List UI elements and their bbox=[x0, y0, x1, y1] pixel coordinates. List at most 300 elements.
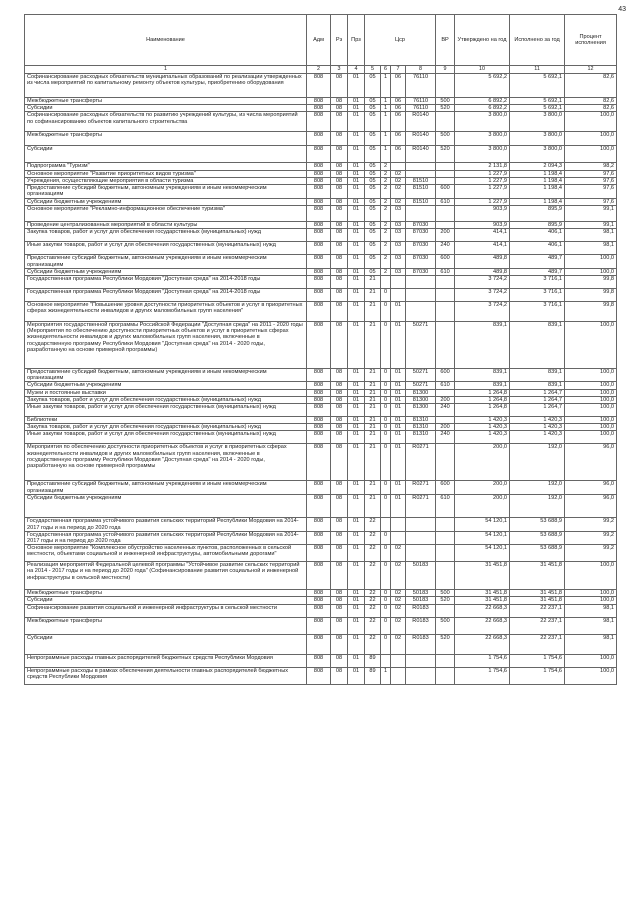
row-name-cell: Государственная программа устойчивого развития сельских территорий Республики Мордовия на 2014-2017 годы и на период до 2020 года bbox=[25, 531, 307, 544]
row-vr-cell bbox=[436, 444, 455, 481]
row-executed-cell: 3 800,0 bbox=[510, 112, 565, 132]
row-csr-event-cell: 01 bbox=[391, 322, 406, 369]
row-vr-cell bbox=[436, 654, 455, 667]
row-percent-cell: 100,0 bbox=[565, 369, 617, 382]
row-csr-subprogram-cell: 0 bbox=[381, 322, 391, 369]
row-name-cell: Основное мероприятие "Развитие приоритетных видов туризма" bbox=[25, 170, 307, 177]
row-percent-cell: 100,0 bbox=[565, 146, 617, 163]
row-csr-subprogram-cell: 2 bbox=[381, 163, 391, 170]
row-name-cell: Основное мероприятие "Комплексное обустройство населенных пунктов, расположенных в сельской местности, объектами социальной и инженерной инфраструктуры, автомобильными дорогами" bbox=[25, 545, 307, 562]
row-percent-cell: 100,0 bbox=[565, 132, 617, 146]
row-approved-cell: 1 227,9 bbox=[455, 170, 510, 177]
row-vr-cell bbox=[436, 531, 455, 544]
table-row bbox=[25, 222, 617, 229]
row-percent-cell: 99,2 bbox=[565, 531, 617, 544]
row-adm-cell: 808 bbox=[307, 481, 331, 495]
row-vr-cell bbox=[436, 545, 455, 562]
row-csr-subprogram-cell bbox=[381, 518, 391, 531]
row-vr-cell bbox=[436, 289, 455, 302]
row-prz-cell: 01 bbox=[348, 667, 365, 684]
row-csr-event-cell: 01 bbox=[391, 302, 406, 322]
row-vr-cell bbox=[436, 276, 455, 289]
row-csr-event-cell: 06 bbox=[391, 146, 406, 163]
row-csr-program-cell: 05 bbox=[365, 132, 381, 146]
row-adm-cell: 808 bbox=[307, 495, 331, 518]
row-csr-direction-cell bbox=[406, 531, 436, 544]
row-executed-cell: 53 688,9 bbox=[510, 531, 565, 544]
table-row bbox=[25, 369, 617, 382]
row-name-cell: Государственная программа Республики Мордовия "Доступная среда" на 2014-2018 годы bbox=[25, 289, 307, 302]
row-rz-cell: 08 bbox=[331, 132, 348, 146]
row-name-cell: Государственная программа Республики Мордовия "Доступная среда" на 2014-2018 годы bbox=[25, 276, 307, 289]
row-percent-cell: 98,1 bbox=[565, 229, 617, 242]
row-adm-cell: 808 bbox=[307, 163, 331, 170]
table-row bbox=[25, 255, 617, 268]
row-vr-cell: 600 bbox=[436, 255, 455, 268]
row-csr-subprogram-cell: 1 bbox=[381, 105, 391, 112]
row-percent-cell: 100,0 bbox=[565, 417, 617, 424]
row-csr-event-cell: 01 bbox=[391, 382, 406, 389]
row-rz-cell: 08 bbox=[331, 268, 348, 275]
row-approved-cell: 31 451,8 bbox=[455, 590, 510, 597]
row-approved-cell: 6 892,2 bbox=[455, 98, 510, 105]
row-csr-program-cell: 22 bbox=[365, 634, 381, 654]
header-csr: Цср bbox=[365, 15, 436, 66]
table-row bbox=[25, 132, 617, 146]
row-name-cell: Предоставление субсидий бюджетным, автономным учреждениям и иным некоммерческим организациям bbox=[25, 185, 307, 199]
row-prz-cell: 01 bbox=[348, 382, 365, 389]
row-prz-cell: 01 bbox=[348, 112, 365, 132]
row-name-cell: Иные закупки товаров, работ и услуг для обеспечения государственных (муниципальных) нужд bbox=[25, 431, 307, 444]
row-approved-cell: 839,1 bbox=[455, 322, 510, 369]
row-vr-cell: 520 bbox=[436, 597, 455, 604]
row-adm-cell: 808 bbox=[307, 518, 331, 531]
row-csr-direction-cell bbox=[406, 289, 436, 302]
row-csr-subprogram-cell: 0 bbox=[381, 545, 391, 562]
row-executed-cell: 1 264,7 bbox=[510, 396, 565, 403]
row-rz-cell: 08 bbox=[331, 518, 348, 531]
row-rz-cell: 08 bbox=[331, 163, 348, 170]
row-csr-program-cell: 21 bbox=[365, 404, 381, 417]
row-adm-cell: 808 bbox=[307, 617, 331, 634]
row-csr-event-cell: 01 bbox=[391, 389, 406, 396]
row-csr-event-cell: 06 bbox=[391, 98, 406, 105]
row-csr-direction-cell: 81310 bbox=[406, 417, 436, 424]
row-csr-program-cell: 21 bbox=[365, 389, 381, 396]
row-csr-program-cell: 05 bbox=[365, 242, 381, 255]
row-name-cell: Иные закупки товаров, работ и услуг для обеспечения государственных (муниципальных) нужд bbox=[25, 242, 307, 255]
row-csr-subprogram-cell: 0 bbox=[381, 389, 391, 396]
row-csr-subprogram-cell: 0 bbox=[381, 404, 391, 417]
row-csr-program-cell: 05 bbox=[365, 199, 381, 206]
row-csr-subprogram-cell: 1 bbox=[381, 146, 391, 163]
row-adm-cell: 808 bbox=[307, 545, 331, 562]
row-percent-cell: 100,0 bbox=[565, 562, 617, 590]
row-approved-cell: 31 451,8 bbox=[455, 562, 510, 590]
row-approved-cell: 1 754,6 bbox=[455, 654, 510, 667]
row-prz-cell: 01 bbox=[348, 132, 365, 146]
row-approved-cell: 3 800,0 bbox=[455, 132, 510, 146]
row-prz-cell: 01 bbox=[348, 302, 365, 322]
row-csr-subprogram-cell: 0 bbox=[381, 604, 391, 617]
row-percent-cell: 100,0 bbox=[565, 597, 617, 604]
table-row bbox=[25, 604, 617, 617]
row-executed-cell: 1 420,3 bbox=[510, 417, 565, 424]
row-percent-cell: 99,2 bbox=[565, 545, 617, 562]
row-adm-cell: 808 bbox=[307, 289, 331, 302]
row-csr-subprogram-cell: 0 bbox=[381, 590, 391, 597]
row-csr-event-cell: 02 bbox=[391, 617, 406, 634]
row-prz-cell: 01 bbox=[348, 146, 365, 163]
row-vr-cell: 240 bbox=[436, 431, 455, 444]
table-row bbox=[25, 206, 617, 222]
row-approved-cell: 54 120,1 bbox=[455, 531, 510, 544]
table-row bbox=[25, 417, 617, 424]
row-percent-cell: 100,0 bbox=[565, 404, 617, 417]
row-adm-cell: 808 bbox=[307, 417, 331, 424]
table-row bbox=[25, 590, 617, 597]
row-csr-direction-cell: 50183 bbox=[406, 562, 436, 590]
row-percent-cell: 100,0 bbox=[565, 396, 617, 403]
row-adm-cell: 808 bbox=[307, 146, 331, 163]
row-adm-cell: 808 bbox=[307, 431, 331, 444]
row-adm-cell: 808 bbox=[307, 404, 331, 417]
row-csr-subprogram-cell: 0 bbox=[381, 424, 391, 431]
table-row bbox=[25, 276, 617, 289]
row-executed-cell: 2 094,3 bbox=[510, 163, 565, 170]
row-csr-program-cell: 05 bbox=[365, 185, 381, 199]
row-percent-cell: 97,6 bbox=[565, 170, 617, 177]
row-approved-cell: 1 754,6 bbox=[455, 667, 510, 684]
row-vr-cell: 240 bbox=[436, 404, 455, 417]
row-csr-subprogram-cell: 0 bbox=[381, 431, 391, 444]
table-row bbox=[25, 382, 617, 389]
row-name-cell: Межбюджетные трансферты bbox=[25, 132, 307, 146]
column-number: 5 bbox=[365, 66, 381, 74]
row-csr-direction-cell: 76110 bbox=[406, 74, 436, 98]
row-prz-cell: 01 bbox=[348, 481, 365, 495]
row-approved-cell: 22 668,3 bbox=[455, 634, 510, 654]
row-name-cell: Непрограммные расходы главных распорядителей бюджетных средств Республики Мордовия bbox=[25, 654, 307, 667]
row-name-cell: Музеи и постоянные выставки bbox=[25, 389, 307, 396]
row-rz-cell: 08 bbox=[331, 74, 348, 98]
row-vr-cell bbox=[436, 163, 455, 170]
row-percent-cell: 100,0 bbox=[565, 389, 617, 396]
row-percent-cell: 100,0 bbox=[565, 322, 617, 369]
row-csr-subprogram-cell: 0 bbox=[381, 531, 391, 544]
row-adm-cell: 808 bbox=[307, 597, 331, 604]
row-vr-cell: 610 bbox=[436, 382, 455, 389]
column-number: 8 bbox=[406, 66, 436, 74]
row-approved-cell: 3 724,2 bbox=[455, 276, 510, 289]
row-prz-cell: 01 bbox=[348, 222, 365, 229]
row-executed-cell: 5 692,1 bbox=[510, 105, 565, 112]
table-row bbox=[25, 229, 617, 242]
column-number: 9 bbox=[436, 66, 455, 74]
row-executed-cell: 1 420,3 bbox=[510, 431, 565, 444]
row-csr-event-cell: 02 bbox=[391, 545, 406, 562]
row-prz-cell: 01 bbox=[348, 597, 365, 604]
row-vr-cell: 600 bbox=[436, 185, 455, 199]
row-executed-cell: 1 264,7 bbox=[510, 389, 565, 396]
row-vr-cell: 240 bbox=[436, 242, 455, 255]
table-row bbox=[25, 74, 617, 98]
row-percent-cell: 100,0 bbox=[565, 112, 617, 132]
row-adm-cell: 808 bbox=[307, 562, 331, 590]
row-name-cell: Непрограммные расходы в рамках обеспечения деятельности главных распорядителей бюджетных средств Республики Мордовия bbox=[25, 667, 307, 684]
row-percent-cell: 82,6 bbox=[565, 105, 617, 112]
row-vr-cell bbox=[436, 74, 455, 98]
row-vr-cell bbox=[436, 206, 455, 222]
row-csr-direction-cell: 50271 bbox=[406, 369, 436, 382]
row-csr-subprogram-cell: 2 bbox=[381, 199, 391, 206]
row-prz-cell: 01 bbox=[348, 518, 365, 531]
row-csr-event-cell: 06 bbox=[391, 112, 406, 132]
table-row bbox=[25, 531, 617, 544]
row-approved-cell: 3 800,0 bbox=[455, 146, 510, 163]
row-executed-cell: 895,9 bbox=[510, 206, 565, 222]
row-csr-direction-cell: R0271 bbox=[406, 481, 436, 495]
row-approved-cell: 54 120,1 bbox=[455, 518, 510, 531]
row-vr-cell: 500 bbox=[436, 132, 455, 146]
row-adm-cell: 808 bbox=[307, 74, 331, 98]
row-adm-cell: 808 bbox=[307, 424, 331, 431]
row-csr-direction-cell: 81310 bbox=[406, 424, 436, 431]
row-prz-cell: 01 bbox=[348, 562, 365, 590]
table-row bbox=[25, 518, 617, 531]
table-row bbox=[25, 322, 617, 369]
row-executed-cell: 1 198,4 bbox=[510, 177, 565, 184]
row-csr-event-cell: 01 bbox=[391, 481, 406, 495]
row-csr-program-cell: 21 bbox=[365, 369, 381, 382]
table-row bbox=[25, 242, 617, 255]
row-percent-cell: 99,2 bbox=[565, 518, 617, 531]
row-approved-cell: 54 120,1 bbox=[455, 545, 510, 562]
row-csr-program-cell: 22 bbox=[365, 617, 381, 634]
row-csr-subprogram-cell: 2 bbox=[381, 255, 391, 268]
row-csr-direction-cell bbox=[406, 276, 436, 289]
row-prz-cell: 01 bbox=[348, 242, 365, 255]
row-prz-cell: 01 bbox=[348, 417, 365, 424]
row-csr-direction-cell: R0140 bbox=[406, 146, 436, 163]
row-csr-subprogram-cell: 0 bbox=[381, 481, 391, 495]
row-executed-cell: 53 688,9 bbox=[510, 518, 565, 531]
row-prz-cell: 01 bbox=[348, 170, 365, 177]
row-csr-direction-cell: 81510 bbox=[406, 199, 436, 206]
row-csr-direction-cell bbox=[406, 170, 436, 177]
row-csr-program-cell: 89 bbox=[365, 654, 381, 667]
row-name-cell: Субсидии bbox=[25, 634, 307, 654]
table-row bbox=[25, 404, 617, 417]
row-approved-cell: 1 420,3 bbox=[455, 431, 510, 444]
row-csr-event-cell: 06 bbox=[391, 105, 406, 112]
row-percent-cell: 100,0 bbox=[565, 382, 617, 389]
row-vr-cell: 610 bbox=[436, 199, 455, 206]
row-executed-cell: 3 716,1 bbox=[510, 289, 565, 302]
table-row bbox=[25, 654, 617, 667]
row-vr-cell bbox=[436, 170, 455, 177]
row-adm-cell: 808 bbox=[307, 105, 331, 112]
row-csr-direction-cell bbox=[406, 206, 436, 222]
row-name-cell: Иные закупки товаров, работ и услуг для обеспечения государственных (муниципальных) нужд bbox=[25, 404, 307, 417]
table-row bbox=[25, 597, 617, 604]
row-prz-cell: 01 bbox=[348, 163, 365, 170]
row-csr-program-cell: 21 bbox=[365, 302, 381, 322]
row-name-cell: Софинансирование расходных обязательств по развитию учреждений культуры, из числа мероприятий по софинансированию объектов капитального строительства bbox=[25, 112, 307, 132]
row-name-cell: Субсидии бюджетным учреждениям bbox=[25, 495, 307, 518]
column-number: 6 bbox=[381, 66, 391, 74]
table-row bbox=[25, 431, 617, 444]
row-prz-cell: 01 bbox=[348, 404, 365, 417]
row-rz-cell: 08 bbox=[331, 112, 348, 132]
row-rz-cell: 08 bbox=[331, 654, 348, 667]
row-percent-cell: 100,0 bbox=[565, 431, 617, 444]
row-vr-cell bbox=[436, 322, 455, 369]
row-csr-program-cell: 21 bbox=[365, 424, 381, 431]
row-csr-subprogram-cell: 0 bbox=[381, 396, 391, 403]
row-adm-cell: 808 bbox=[307, 667, 331, 684]
table-row bbox=[25, 424, 617, 431]
row-vr-cell: 500 bbox=[436, 617, 455, 634]
row-prz-cell: 01 bbox=[348, 424, 365, 431]
row-csr-subprogram-cell: 0 bbox=[381, 417, 391, 424]
row-csr-program-cell: 22 bbox=[365, 590, 381, 597]
row-prz-cell: 01 bbox=[348, 229, 365, 242]
row-csr-program-cell: 22 bbox=[365, 531, 381, 544]
row-adm-cell: 808 bbox=[307, 170, 331, 177]
row-csr-event-cell bbox=[391, 163, 406, 170]
row-csr-subprogram-cell: 0 bbox=[381, 634, 391, 654]
row-csr-direction-cell: R0183 bbox=[406, 634, 436, 654]
row-name-cell: Предоставление субсидий бюджетным, автономным учреждениям и иным некоммерческим организациям bbox=[25, 369, 307, 382]
row-csr-direction-cell: 81300 bbox=[406, 404, 436, 417]
row-prz-cell: 01 bbox=[348, 495, 365, 518]
row-csr-event-cell: 03 bbox=[391, 268, 406, 275]
row-vr-cell: 520 bbox=[436, 146, 455, 163]
table-row bbox=[25, 112, 617, 132]
row-approved-cell: 2 131,8 bbox=[455, 163, 510, 170]
row-prz-cell: 01 bbox=[348, 322, 365, 369]
row-executed-cell: 53 688,9 bbox=[510, 545, 565, 562]
row-vr-cell bbox=[436, 222, 455, 229]
row-percent-cell: 100,0 bbox=[565, 255, 617, 268]
row-csr-event-cell: 01 bbox=[391, 495, 406, 518]
row-csr-subprogram-cell: 2 bbox=[381, 222, 391, 229]
row-rz-cell: 08 bbox=[331, 444, 348, 481]
row-percent-cell: 82,6 bbox=[565, 98, 617, 105]
row-adm-cell: 808 bbox=[307, 634, 331, 654]
row-csr-event-cell: 03 bbox=[391, 242, 406, 255]
header-adm: Адм bbox=[307, 15, 331, 66]
budget-table bbox=[24, 14, 617, 685]
row-csr-subprogram-cell: 1 bbox=[381, 667, 391, 684]
row-name-cell: Основное мероприятие "Рекламно-информационное обеспечение туризма" bbox=[25, 206, 307, 222]
row-csr-event-cell bbox=[391, 667, 406, 684]
column-number: 3 bbox=[331, 66, 348, 74]
row-csr-program-cell: 21 bbox=[365, 322, 381, 369]
row-csr-direction-cell: R0140 bbox=[406, 112, 436, 132]
row-executed-cell: 489,7 bbox=[510, 255, 565, 268]
row-approved-cell: 1 227,9 bbox=[455, 185, 510, 199]
row-percent-cell: 98,1 bbox=[565, 242, 617, 255]
row-rz-cell: 08 bbox=[331, 98, 348, 105]
row-csr-event-cell: 02 bbox=[391, 199, 406, 206]
row-executed-cell: 839,1 bbox=[510, 382, 565, 389]
row-approved-cell: 489,8 bbox=[455, 255, 510, 268]
table-row bbox=[25, 667, 617, 684]
row-csr-event-cell: 01 bbox=[391, 431, 406, 444]
column-number: 12 bbox=[565, 66, 617, 74]
row-csr-subprogram-cell: 0 bbox=[381, 302, 391, 322]
row-prz-cell: 01 bbox=[348, 431, 365, 444]
table-row bbox=[25, 268, 617, 275]
row-vr-cell: 600 bbox=[436, 481, 455, 495]
row-rz-cell: 08 bbox=[331, 597, 348, 604]
row-prz-cell: 01 bbox=[348, 654, 365, 667]
row-csr-direction-cell: R0271 bbox=[406, 495, 436, 518]
row-rz-cell: 08 bbox=[331, 242, 348, 255]
row-executed-cell: 3 716,1 bbox=[510, 276, 565, 289]
row-csr-program-cell: 05 bbox=[365, 112, 381, 132]
row-approved-cell: 903,9 bbox=[455, 206, 510, 222]
row-csr-event-cell bbox=[391, 531, 406, 544]
row-adm-cell: 808 bbox=[307, 222, 331, 229]
row-adm-cell: 808 bbox=[307, 302, 331, 322]
row-csr-program-cell: 21 bbox=[365, 396, 381, 403]
row-executed-cell: 192,0 bbox=[510, 444, 565, 481]
header-prz: Прз bbox=[348, 15, 365, 66]
row-approved-cell: 839,1 bbox=[455, 369, 510, 382]
row-csr-direction-cell: 76110 bbox=[406, 98, 436, 105]
column-number: 7 bbox=[391, 66, 406, 74]
row-vr-cell bbox=[436, 604, 455, 617]
row-executed-cell: 5 692,1 bbox=[510, 98, 565, 105]
row-vr-cell bbox=[436, 518, 455, 531]
row-rz-cell: 08 bbox=[331, 424, 348, 431]
row-csr-direction-cell bbox=[406, 518, 436, 531]
row-approved-cell: 414,1 bbox=[455, 242, 510, 255]
row-csr-direction-cell: 87030 bbox=[406, 242, 436, 255]
row-rz-cell: 08 bbox=[331, 495, 348, 518]
row-prz-cell: 01 bbox=[348, 369, 365, 382]
row-csr-subprogram-cell: 0 bbox=[381, 444, 391, 481]
row-csr-program-cell: 05 bbox=[365, 170, 381, 177]
row-approved-cell: 22 668,3 bbox=[455, 617, 510, 634]
row-approved-cell: 1 264,8 bbox=[455, 404, 510, 417]
row-csr-program-cell: 05 bbox=[365, 255, 381, 268]
row-executed-cell: 1 198,4 bbox=[510, 185, 565, 199]
row-csr-program-cell: 05 bbox=[365, 229, 381, 242]
row-csr-subprogram-cell: 0 bbox=[381, 289, 391, 302]
row-csr-program-cell: 05 bbox=[365, 206, 381, 222]
row-name-cell: Реализация мероприятий Федеральной целевой программы "Устойчивое развитие сельских территорий на 2014 - 2017 годы и на период до 2020 года" (Софинансирование развития социальной и инженерной инфраструктуры в сельской местности) bbox=[25, 562, 307, 590]
row-csr-subprogram-cell: 2 bbox=[381, 177, 391, 184]
row-executed-cell: 22 237,1 bbox=[510, 604, 565, 617]
row-rz-cell: 08 bbox=[331, 146, 348, 163]
row-csr-event-cell: 02 bbox=[391, 185, 406, 199]
row-prz-cell: 01 bbox=[348, 604, 365, 617]
row-csr-event-cell: 02 bbox=[391, 634, 406, 654]
row-csr-direction-cell: 87030 bbox=[406, 268, 436, 275]
row-percent-cell: 100,0 bbox=[565, 654, 617, 667]
row-rz-cell: 08 bbox=[331, 185, 348, 199]
row-name-cell: Субсидии бюджетным учреждениям bbox=[25, 199, 307, 206]
row-name-cell: Субсидии bbox=[25, 146, 307, 163]
row-csr-direction-cell: 81510 bbox=[406, 185, 436, 199]
row-name-cell: Основное мероприятие "Повышение уровня доступности приоритетных объектов и услуг в приоритетных сферах жизнедеятельности инвалидов и других маломобильных групп населения" bbox=[25, 302, 307, 322]
row-rz-cell: 08 bbox=[331, 322, 348, 369]
row-percent-cell: 99,1 bbox=[565, 222, 617, 229]
